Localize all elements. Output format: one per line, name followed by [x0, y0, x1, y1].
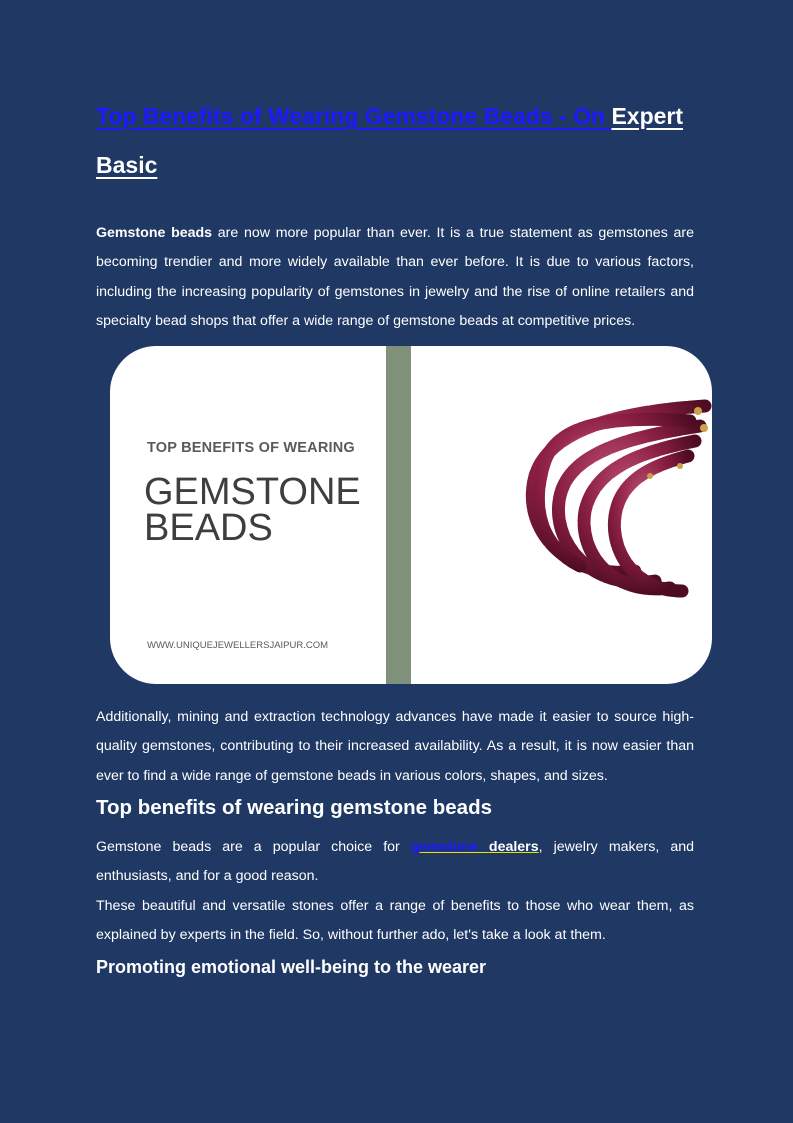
body-paragraph-3 — [96, 833, 694, 892]
section-heading-benefits: Top benefits of wearing gemstone beads — [96, 796, 493, 819]
banner-big-line2: BEADS — [144, 507, 273, 549]
intro-bold: Gemstone beads — [96, 225, 213, 241]
banner-big-line1: GEMSTONE — [144, 471, 361, 513]
intro-paragraph — [96, 219, 694, 336]
body-paragraph-2: Additionally, mining and extraction technology advances have made it easier to source high-quality gemstones, contributing to their increased availability. As a result, it is now easier than ever to find a wide range of gemstone beads in various colors, shapes, and sizes. — [96, 709, 694, 784]
banner-top-line: TOP BENEFITS OF WEARING — [147, 440, 355, 456]
title-link[interactable]: Top Benefits of Wearing Gemstone Beads - On — [96, 103, 612, 129]
page-title — [96, 92, 706, 190]
dealers-link[interactable]: dealers — [488, 839, 539, 855]
banner-divider — [386, 346, 411, 684]
para3-after: , jewelry makers, and enthusiasts, and for a good reason. — [96, 839, 695, 885]
section-heading-emotional: Promoting emotional well-being to the wearer — [96, 957, 487, 977]
banner-big-title — [144, 471, 361, 549]
banner-url: WWW.UNIQUEJEWELLERSJAIPUR.COM — [147, 640, 329, 651]
intro-text: are now more popular than ever. It is a true statement as gemstones are becoming trendier and more widely available than ever before. It is due to various factors, including the increasing popularity of gemstones in jewelry and the rise of online retailers and specialty bead shops that offer a wide range of gemstone beads at competitive prices. — [96, 225, 694, 329]
title-link-tail[interactable]: Expert Basic — [96, 103, 684, 178]
banner-image — [110, 346, 712, 684]
para3-before: Gemstone beads are a popular choice for — [96, 839, 411, 855]
gemstone-necklace-icon — [420, 366, 712, 626]
body-paragraph-4: These beautiful and versatile stones offer a range of benefits to those who wear them, as explained by experts in the field. So, without further ado, let's take a look at them. — [96, 898, 694, 944]
gemstone-link[interactable]: gemstone — [410, 839, 489, 855]
